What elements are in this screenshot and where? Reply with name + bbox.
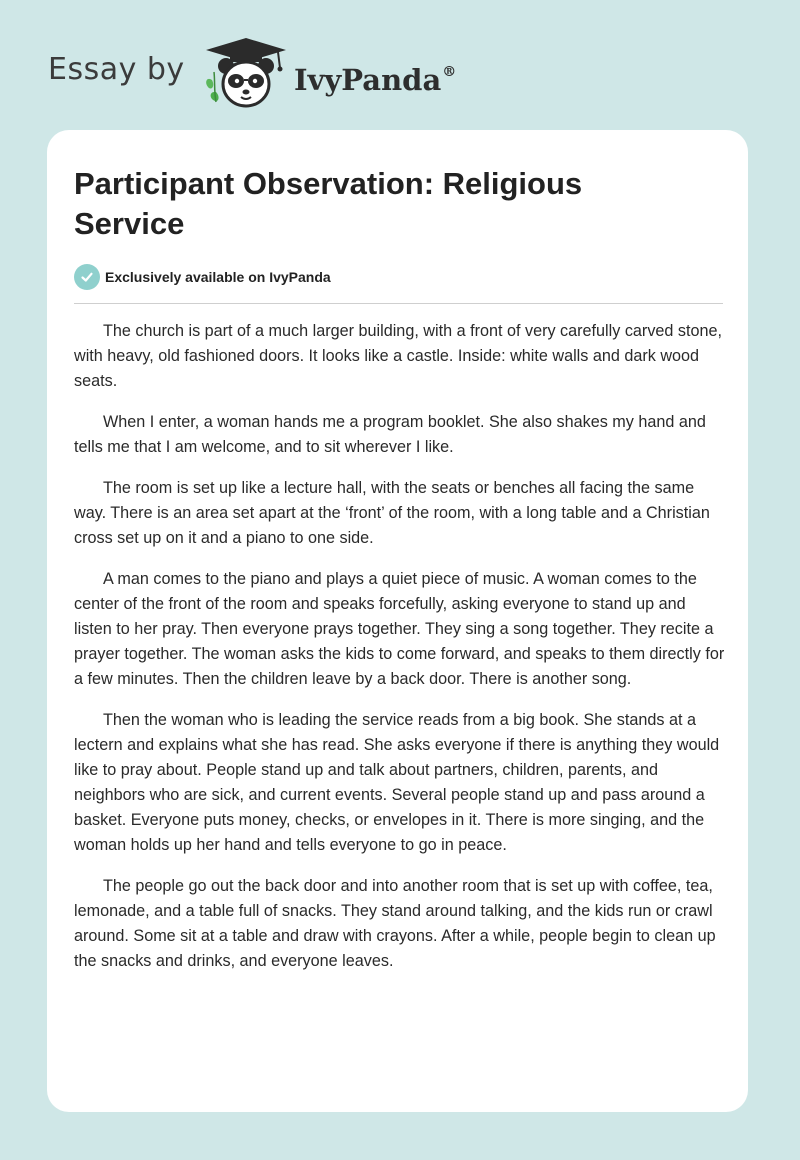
- essay-paragraph: When I enter, a woman hands me a program booklet. She also shakes my hand and tells me that I am welcome, and to sit wherever I like.: [74, 413, 706, 456]
- site-header: [0, 0, 800, 130]
- essay-body: [74, 319, 726, 990]
- essay-paragraph: The church is part of a much larger building, with a front of very carefully carved stone, with heavy, old fashioned doors. It looks like a castle. Inside: white walls and dark wood seats.: [74, 322, 723, 390]
- essay-paragraph: The room is set up like a lecture hall, with the seats or benches all facing the same way. There is an area set apart at the ‘front’ of the room, with a long table and a Christian cross set up on it and a piano to one side.: [74, 479, 710, 547]
- brand-name: IvyPanda: [294, 63, 442, 97]
- essay-paragraph: A man comes to the piano and plays a quiet piece of music. A woman comes to the center of the front of the room and speaks forcefully, asking everyone to stand up and listen to her pray. Then everyone prays together. They sing a song together. They recite a prayer together. The woman asks the kids to come forward, and speaks to them directly for a few minutes. Then the children leave by a back door. There is another song.: [74, 570, 725, 688]
- ivypanda-logo-text[interactable]: [294, 52, 456, 100]
- registered-mark: ®: [442, 64, 457, 80]
- checkmark-circle-icon: [74, 264, 100, 290]
- essay-paragraph: Then the woman who is leading the service reads from a big book. She stands at a lectern and explains what she has read. She asks everyone if there is anything they would like to pray about. People stand up and talk about partners, children, parents, and neighbors who are sick, and current events. Several people stand up and pass around a basket. Everyone puts money, checks, or envelopes in it. There is more singing, and the woman holds up her hand and tells everyone to go in peace.: [74, 711, 720, 854]
- title-divider: [74, 303, 723, 304]
- essay-by-label: Essay by: [48, 52, 185, 87]
- essay-card: [47, 130, 748, 1112]
- exclusive-badge-label: Exclusively available on IvyPanda: [105, 269, 331, 285]
- essay-title: Participant Observation: Religious Service: [74, 166, 583, 241]
- panda-graduate-logo-icon[interactable]: [200, 36, 292, 110]
- exclusive-badge: [74, 263, 331, 291]
- essay-paragraph: The people go out the back door and into another room that is set up with coffee, tea, lemonade, and a table full of snacks. They stand around talking, and the kids run or crawl around. Some sit at a table and draw with crayons. After a while, people begin to clean up the snacks and drinks, and everyone leaves.: [74, 877, 716, 970]
